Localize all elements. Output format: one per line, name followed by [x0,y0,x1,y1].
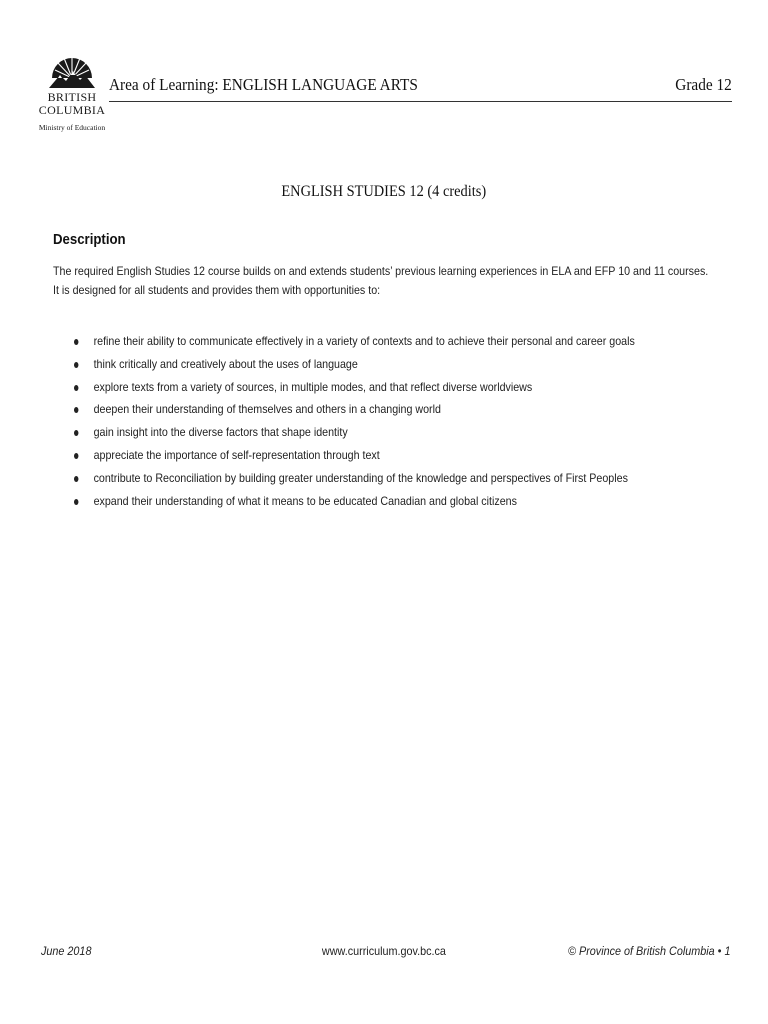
bc-logo [36,42,108,132]
bullet-icon [74,385,78,391]
grade-label: Grade 12 [675,75,732,94]
footer-url-link[interactable]: www.curriculum.gov.bc.ca [321,944,447,958]
list-item-text: explore texts from a variety of sources, in multiple modes, and that reflect diverse worldviews [93,379,533,394]
list-item-text: refine their ability to communicate effectively in a variety of contexts and to achieve their personal and career goals [93,334,635,348]
list-item [74,353,715,376]
list-item [74,444,715,467]
footer-date: June 2018 [41,944,92,958]
list-item-text: gain insight into the diverse factors that shape identity [93,425,348,440]
bc-sun-mountains-logo-icon [47,42,97,90]
list-item [74,330,715,353]
course-title [0,183,768,201]
bullet-icon [74,407,78,413]
list-item-text: deepen their understanding of themselves and others in a changing world [93,402,441,417]
bullet-icon [74,499,78,505]
list-item [74,398,715,421]
course-title-text: ENGLISH STUDIES 12 (4 credits) [281,183,487,200]
logo-text-british: BRITISH [47,90,97,104]
list-item [74,467,715,490]
bullet-icon [74,430,78,436]
description-intro: The required English Studies 12 course builds on and extends students’ previous learning experiences in ELA and EFP 10 and 11 courses. It is designed for all students and provides them with opportunities to: [53,264,709,297]
bullet-icon [74,453,78,459]
opportunities-list [74,330,715,512]
description-heading: Description [53,231,126,248]
list-item-text: appreciate the importance of self-representation through text [93,447,380,462]
logo-text-columbia: COLUMBIA [38,103,106,117]
list-item-text: contribute to Reconciliation by building greater understanding of the knowledge and perspectives of First Peoples [93,470,628,485]
logo-text-ministry: Ministry of Education [38,123,106,132]
list-item-text: expand their understanding of what it means to be educated Canadian and global citizens [93,493,517,508]
header-divider [109,101,732,102]
footer-copyright: © Province of British Columbia • 1 [567,944,730,958]
list-item-text: think critically and creatively about the uses of language [93,356,358,371]
bullet-icon [74,476,78,482]
bullet-icon [74,362,78,368]
bullet-icon [74,339,78,345]
list-item [74,421,715,444]
list-item [74,376,715,399]
list-item [74,490,715,513]
area-of-learning-title: Area of Learning: ENGLISH LANGUAGE ARTS [109,75,418,94]
